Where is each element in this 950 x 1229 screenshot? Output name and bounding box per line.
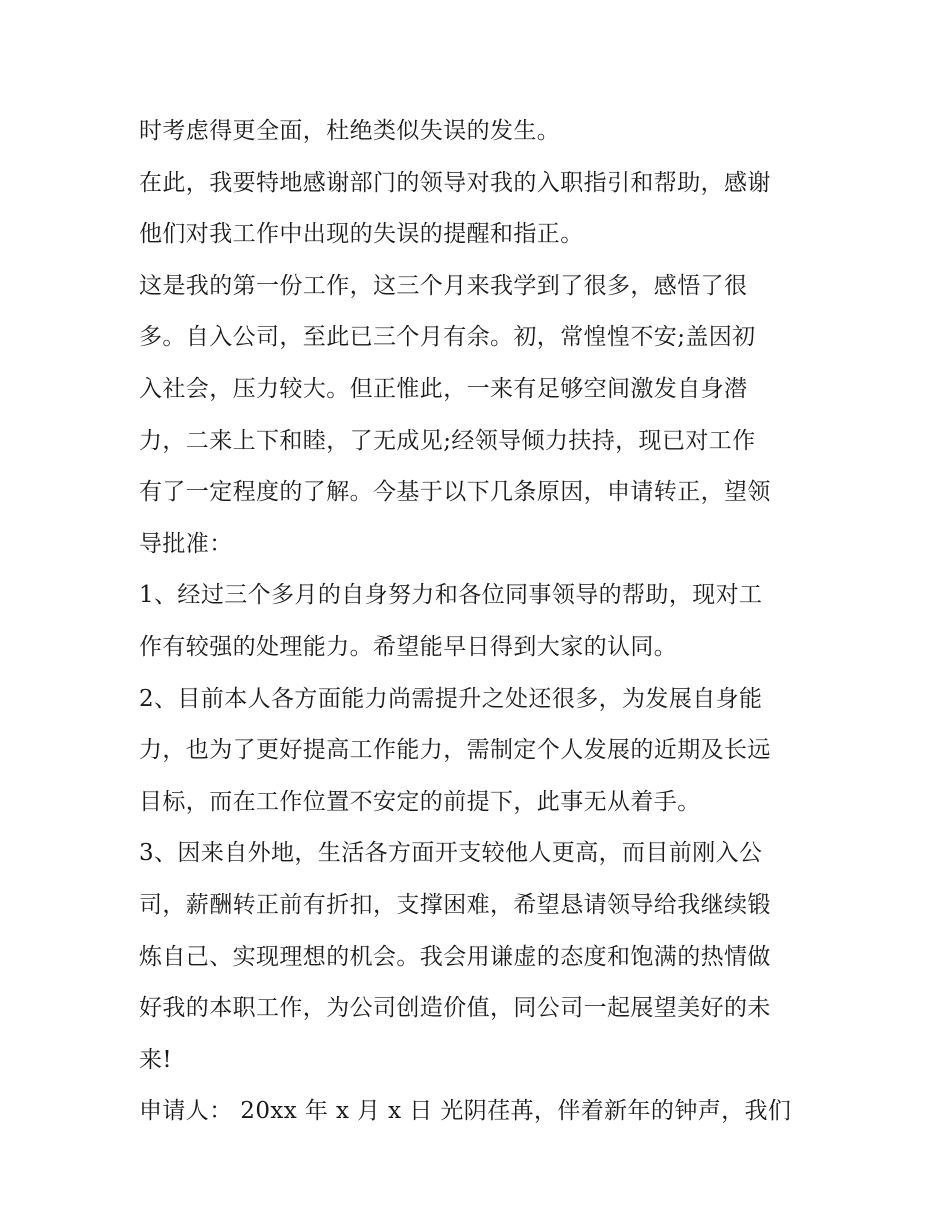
list-item-3-line: 炼自己、实现理想的机会。我会用谦虚的态度和饱满的热情做: [139, 943, 771, 970]
text-line: 力，二来上下和睦，了无成见;经领导倾力扶持，现已对工作: [139, 427, 756, 454]
text-line: 入社会，压力较大。但正惟此，一来有足够空间激发自身潜: [139, 375, 748, 402]
list-item-1-line: 作有较强的处理能力。希望能早日得到大家的认同。: [139, 633, 678, 660]
list-item-2-line: 目标，而在工作位置不安定的前提下，此事无从着手。: [139, 788, 701, 815]
list-item-2-line: 2、目前本人各方面能力尚需提升之处还很多，为发展自身能: [139, 685, 763, 712]
list-item-1-line: 1、经过三个多月的自身努力和各位同事领导的帮助，现对工: [139, 582, 763, 609]
text-line: 这是我的第一份工作，这三个月来我学到了很多，感悟了很: [139, 272, 748, 299]
letter-body: [139, 106, 819, 1138]
list-item-3-line: 来!: [139, 1046, 173, 1073]
text-line: 导批准：: [139, 530, 233, 557]
list-item-3-line: 司，薪酬转正前有折扣，支撑困难，希望恳请领导给我继续锻: [139, 891, 771, 918]
text-line: 多。自入公司，至此已三个月有余。初，常惶惶不安;盖因初: [139, 324, 756, 351]
list-item-3-line: 好我的本职工作，为公司创造价值，同公司一起展望美好的未: [139, 995, 771, 1022]
text-line: 他们对我工作中出现的失误的提醒和指正。: [139, 221, 584, 248]
list-item-2-line: 力，也为了更好提高工作能力，需制定个人发展的近期及长远: [139, 737, 771, 764]
text-line: 有了一定程度的了解。今基于以下几条原因，申请转正，望领: [139, 479, 771, 506]
text-line: 时考虑得更全面，杜绝类似失误的发生。: [139, 118, 561, 144]
list-item-3-line: 3、因来自外地，生活各方面开支较他人更高，而目前刚入公: [139, 840, 763, 867]
signature-line: 申请人： 20xx 年 x 月 x 日 光阴荏苒，伴着新年的钟声，我们: [139, 1098, 792, 1125]
text-line: 在此，我要特地感谢部门的领导对我的入职指引和帮助，感谢: [139, 169, 771, 196]
